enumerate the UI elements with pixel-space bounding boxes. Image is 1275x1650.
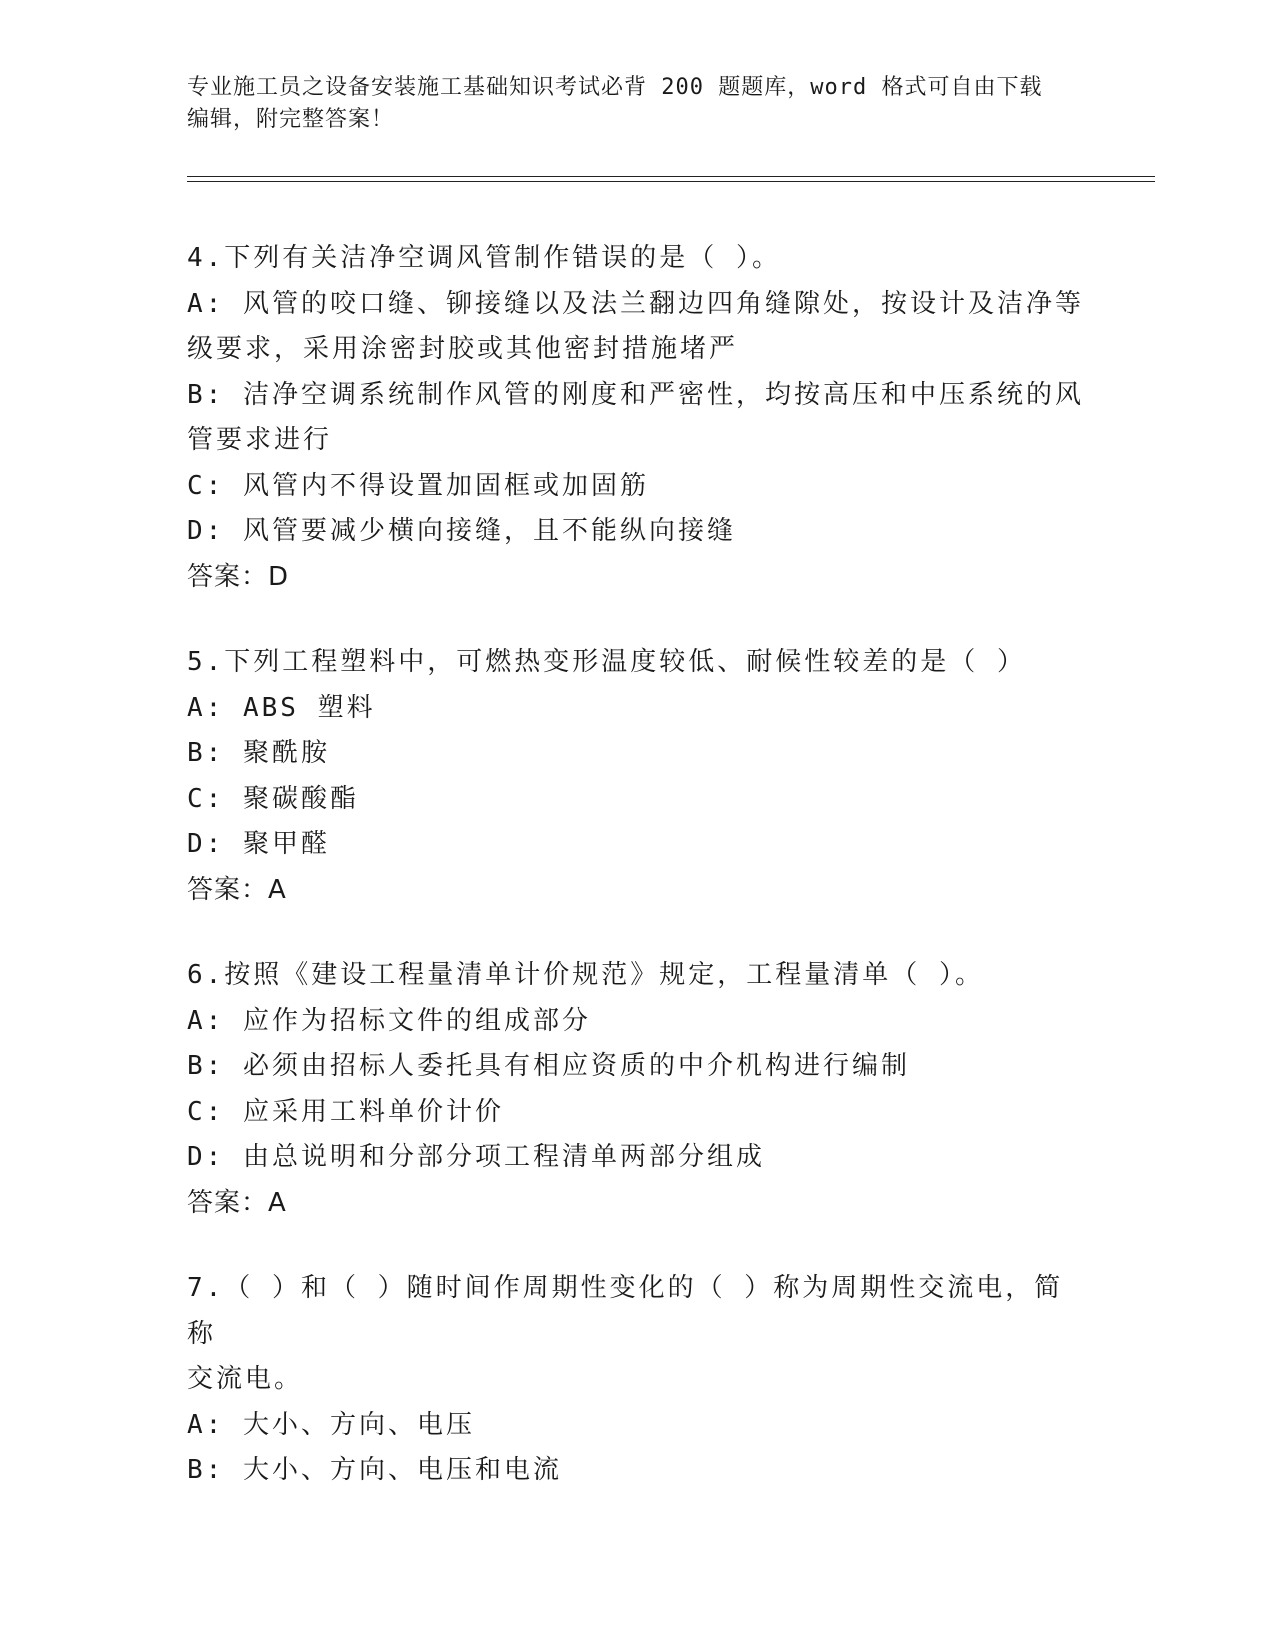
answer-option: B: 必须由招标人委托具有相应资质的中介机构进行编制 [187, 1051, 910, 1081]
answer-option: A: 风管的咬口缝、铆接缝以及法兰翻边四角缝隙处，按设计及洁净等 [187, 288, 1084, 319]
question-stem: 交流电。 [187, 1364, 304, 1394]
answer-option: 管要求进行 [187, 425, 333, 455]
question-list [187, 236, 1087, 1534]
answer-option: C: 应采用工料单价计价 [187, 1096, 504, 1127]
question-block [187, 236, 1087, 600]
document-header [187, 72, 1087, 136]
question-stem: 7.（ ）和（ ）随时间作周期性变化的（ ）称为周期性交流电，简称 [187, 1273, 1064, 1349]
question-block [187, 640, 1087, 913]
question-stem: 4.下列有关洁净空调风管制作错误的是（ ）。 [187, 243, 781, 273]
answer-option: D: 由总说明和分部分项工程清单两部分组成 [187, 1142, 765, 1172]
question-stem: 6.按照《建设工程量清单计价规范》规定，工程量清单（ ）。 [187, 960, 984, 990]
answer-option: C: 风管内不得设置加固框或加固筋 [187, 470, 649, 501]
answer-key: 答案：A [187, 874, 287, 905]
answer-option: 级要求，采用涂密封胶或其他密封措施堵严 [187, 334, 739, 364]
question-block [187, 953, 1087, 1226]
answer-option: D: 聚甲醛 [187, 829, 330, 859]
answer-key: 答案：D [187, 561, 290, 592]
question-stem: 5.下列工程塑料中，可燃热变形温度较低、耐候性较差的是（ ） [187, 647, 1026, 677]
answer-option: C: 聚碳酸酯 [187, 783, 359, 814]
answer-option: B: 聚酰胺 [187, 738, 330, 768]
answer-option: A: 大小、方向、电压 [187, 1409, 475, 1440]
answer-option: D: 风管要减少横向接缝，且不能纵向接缝 [187, 516, 736, 546]
answer-option: A: ABS 塑料 [187, 692, 376, 723]
answer-key: 答案：A [187, 1187, 287, 1218]
answer-option: B: 洁净空调系统制作风管的刚度和严密性，均按高压和中压系统的风 [187, 379, 1084, 410]
question-block [187, 1266, 1087, 1494]
header-title-line-1: 专业施工员之设备安装施工基础知识考试必背 200 题题库，word 格式可自由下载 [187, 75, 1043, 100]
answer-option: B: 大小、方向、电压和电流 [187, 1455, 562, 1485]
header-divider-top [187, 176, 1155, 177]
answer-option: A: 应作为招标文件的组成部分 [187, 1005, 591, 1036]
header-divider-bottom [187, 181, 1155, 182]
header-title-line-2: 编辑，附完整答案！ [187, 107, 395, 132]
